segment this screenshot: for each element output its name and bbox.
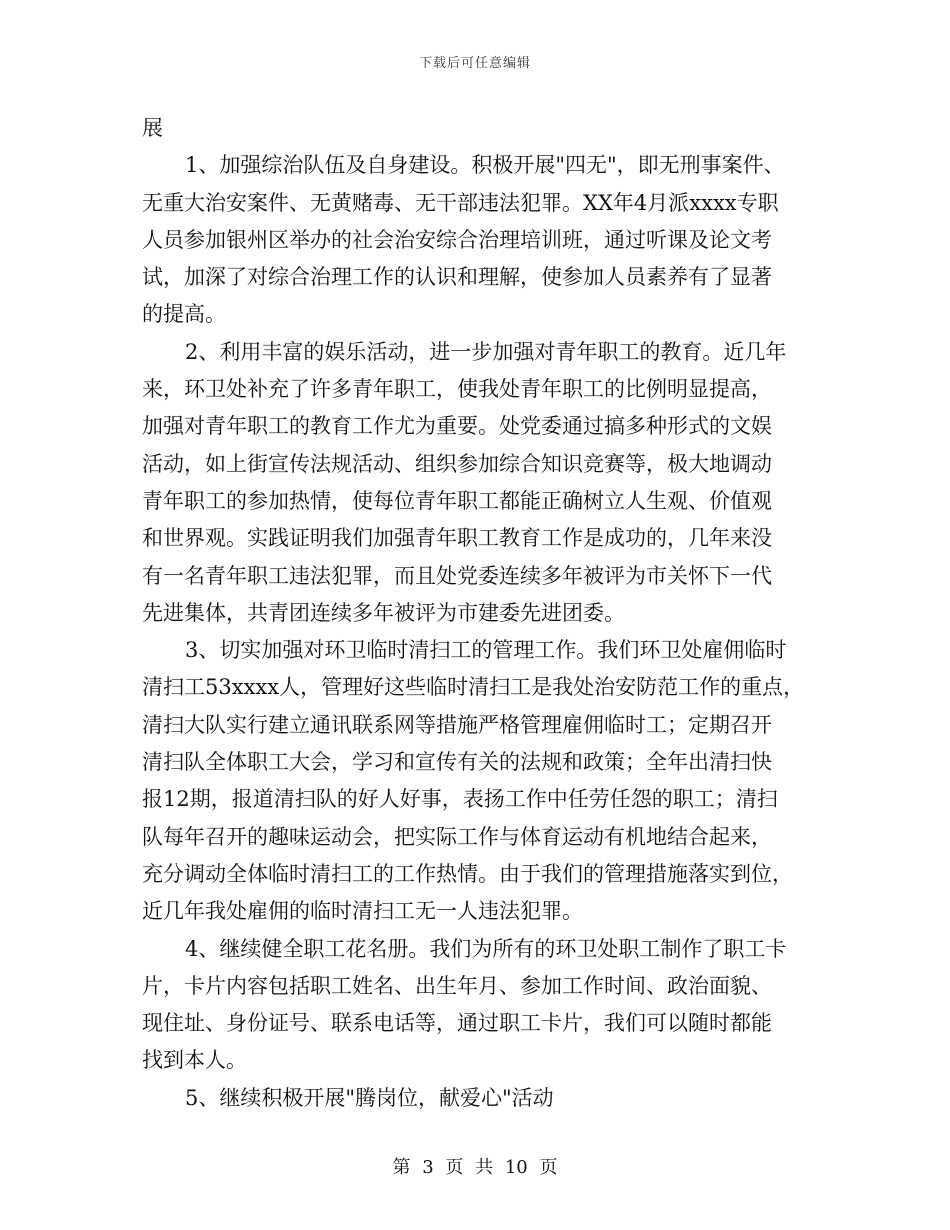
text-line: 清扫工53xxxx人，管理好这些临时清扫工是我处治安防范工作的重点， [142,675,805,700]
text-line: 试，加深了对综合治理工作的认识和理解，使参加人员素养有了显著 [142,265,772,290]
text-line: 队每年召开的趣味运动会，把实际工作与体育运动有机地结合起来， [142,824,772,849]
paragraph-5-start: 5、继续积极开展"腾岗位，献爱心"活动 [185,1085,554,1110]
text-line: 和世界观。实践证明我们加强青年职工教育工作是成功的，几年来没 [142,526,772,551]
text-line: 找到本人。 [142,1048,247,1073]
text-line: 人员参加银州区举办的社会治安综合治理培训班，通过听课及论文考 [142,227,772,252]
text-line: 清扫队全体职工大会，学习和宣传有关的法规和政策；全年出清扫快 [142,750,772,775]
text-line: 的提高。 [142,302,226,327]
page-header: 下载后可任意编辑 [418,56,531,71]
text-line: 报12期，报道清扫队的好人好事，表扬工作中任劳任怨的职工；清扫 [142,787,778,812]
text-line: 加强对青年职工的教育工作尤为重要。处党委通过搞多种形式的文娱 [142,414,772,439]
text-line: 来，环卫处补充了许多青年职工，使我处青年职工的比例明显提高， [142,377,772,402]
text-line: 活动，如上街宣传法规活动、组织参加综合知识竞赛等，极大地调动 [142,451,772,476]
paragraph-4-start: 4、继续健全职工花名册。我们为所有的环卫处职工制作了职工卡 [185,936,787,961]
text-line: 片，卡片内容包括职工姓名、出生年月、参加工作时间、政治面貌、 [142,973,772,998]
paragraph-3-start: 3、切实加强对环卫临时清扫工的管理工作。我们环卫处雇佣临时 [185,638,787,663]
text-line: 有一名青年职工违法犯罪，而且处党委连续多年被评为市关怀下一代 [142,563,772,588]
text-line: 无重大治安案件、无黄赌毒、无干部违法犯罪。XX年4月派xxxx专职 [142,190,779,215]
paragraph-1-start: 1、加强综治队伍及自身建设。积极开展"四无"，即无刑事案件、 [185,153,785,178]
text-line: 充分调动全体临时清扫工的工作热情。由于我们的管理措施落实到位， [142,861,793,886]
document-body [142,110,814,1117]
text-line: 先进集体，共青团连续多年被评为市建委先进团委。 [142,600,625,625]
text-line: 近几年我处雇佣的临时清扫工无一人违法犯罪。 [142,899,583,924]
text-line: 青年职工的参加热情，使每位青年职工都能正确树立人生观、价值观 [142,488,772,513]
text-line: 展 [142,116,163,140]
page-number: 第 3 页 共 10 页 [392,1157,558,1178]
text-line: 清扫大队实行建立通讯联系网等措施严格管理雇佣临时工；定期召开 [142,712,772,737]
paragraph-2-start: 2、利用丰富的娱乐活动，进一步加强对青年职工的教育。近几年 [185,339,787,364]
text-line: 现住址、身份证号、联系电话等，通过职工卡片，我们可以随时都能 [142,1011,772,1036]
